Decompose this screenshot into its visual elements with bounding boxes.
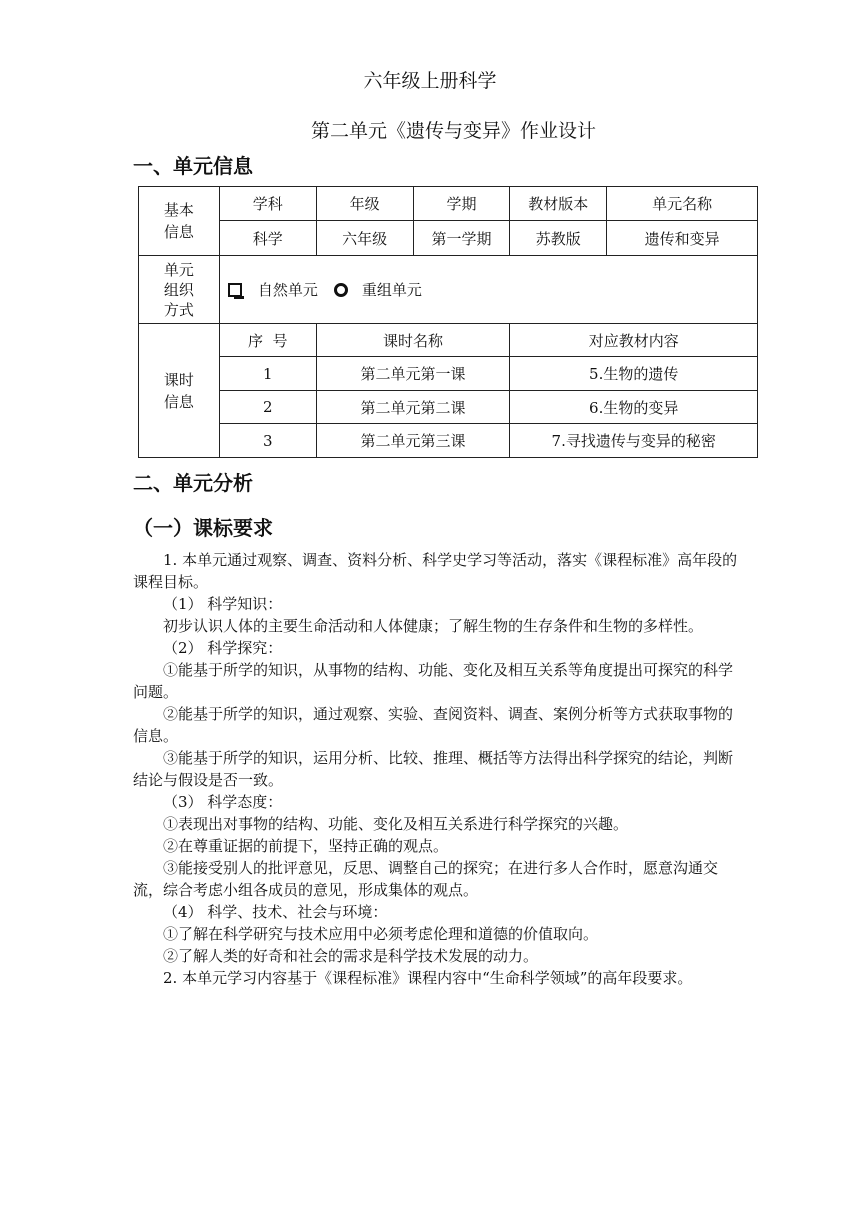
document-subtitle: 第二单元《遗传与变异》作业设计 (310, 120, 596, 142)
paragraph: ③能基于所学的知识，运用分析、比较、推理、概括等方法得出科学探究的结论，判断结论与假设是否一致。 (133, 749, 734, 789)
lesson-cell: 6.生物的变异 (510, 391, 758, 424)
section-heading-curriculum: （一）课标要求 (133, 516, 273, 540)
section-heading-unit-info: 一、单元信息 (133, 154, 253, 178)
paragraph: （3） 科学态度： (163, 793, 283, 811)
paragraph: （4） 科学、技术、社会与环境： (163, 903, 388, 921)
value-cell: 苏教版 (510, 221, 607, 256)
header-cell: 教材版本 (510, 187, 607, 221)
option-natural-unit: 自然单元 (257, 281, 318, 299)
paragraph: 1. 本单元通过观察、调查、资料分析、科学史学习等活动，落实《课程标准》高年段的课程目标。 (133, 551, 738, 591)
header-cell: 年级 (316, 187, 413, 221)
paragraph: ①了解在科学研究与技术应用中必须考虑伦理和道德的价值取向。 (163, 925, 599, 943)
paragraph: 初步认识人体的主要生命活动和人体健康；了解生物的生存条件和生物的多样性。 (163, 617, 704, 635)
lesson-header-cell: 对应教材内容 (510, 324, 758, 357)
lesson-cell: 7.寻找遗传与变异的秘密 (510, 424, 758, 458)
unit-info-table (138, 186, 758, 458)
paragraph: ①能基于所学的知识，从事物的结构、功能、变化及相互关系等角度提出可探究的科学问题。 (133, 661, 734, 701)
lesson-cell: 第二单元第二课 (316, 391, 510, 424)
header-cell: 学期 (413, 187, 510, 221)
document-title: 六年级上册科学 (363, 70, 497, 92)
lesson-cell: 第二单元第三课 (316, 424, 510, 458)
checkbox-icon (228, 283, 242, 297)
basic-info-label: 基本 信息 (139, 187, 220, 256)
radio-selected-icon (334, 283, 348, 297)
paragraph: ③能接受别人的批评意见，反思、调整自己的探究；在进行多人合作时，愿意沟通交流，综合考虑小组各成员的意见，形成集体的观点。 (133, 859, 719, 899)
org-mode-options (219, 256, 757, 324)
lesson-cell: 3 (219, 424, 316, 458)
paragraph: 2. 本单元学习内容基于《课程标准》课程内容中“生命科学领域”的高年段要求。 (163, 969, 693, 987)
lesson-cell: 1 (219, 357, 316, 391)
value-cell: 六年级 (316, 221, 413, 256)
value-cell: 遗传和变异 (607, 221, 758, 256)
value-cell: 第一学期 (413, 221, 510, 256)
lesson-cell: 第二单元第一课 (316, 357, 510, 391)
paragraph: ②在尊重证据的前提下，坚持正确的观点。 (163, 837, 449, 855)
lesson-header-cell: 序 号 (219, 324, 316, 357)
org-mode-label: 单元 组织 方式 (139, 256, 220, 324)
paragraph: （1） 科学知识： (163, 595, 283, 613)
paragraph: ①表现出对事物的结构、功能、变化及相互关系进行科学探究的兴趣。 (163, 815, 629, 833)
lesson-header-cell: 课时名称 (316, 324, 510, 357)
header-cell: 学科 (219, 187, 316, 221)
paragraph: （2） 科学探究： (163, 639, 283, 657)
lesson-info-label: 课时 信息 (139, 324, 220, 458)
lesson-cell: 2 (219, 391, 316, 424)
paragraph: ②了解人类的好奇和社会的需求是科学技术发展的动力。 (163, 947, 539, 965)
curriculum-content (133, 549, 738, 989)
section-heading-unit-analysis: 二、单元分析 (133, 471, 253, 495)
option-regrouped-unit: 重组单元 (361, 281, 422, 299)
header-cell: 单元名称 (607, 187, 758, 221)
value-cell: 科学 (219, 221, 316, 256)
paragraph: ②能基于所学的知识，通过观察、实验、查阅资料、调查、案例分析等方式获取事物的信息。 (133, 705, 734, 745)
lesson-cell: 5.生物的遗传 (510, 357, 758, 391)
